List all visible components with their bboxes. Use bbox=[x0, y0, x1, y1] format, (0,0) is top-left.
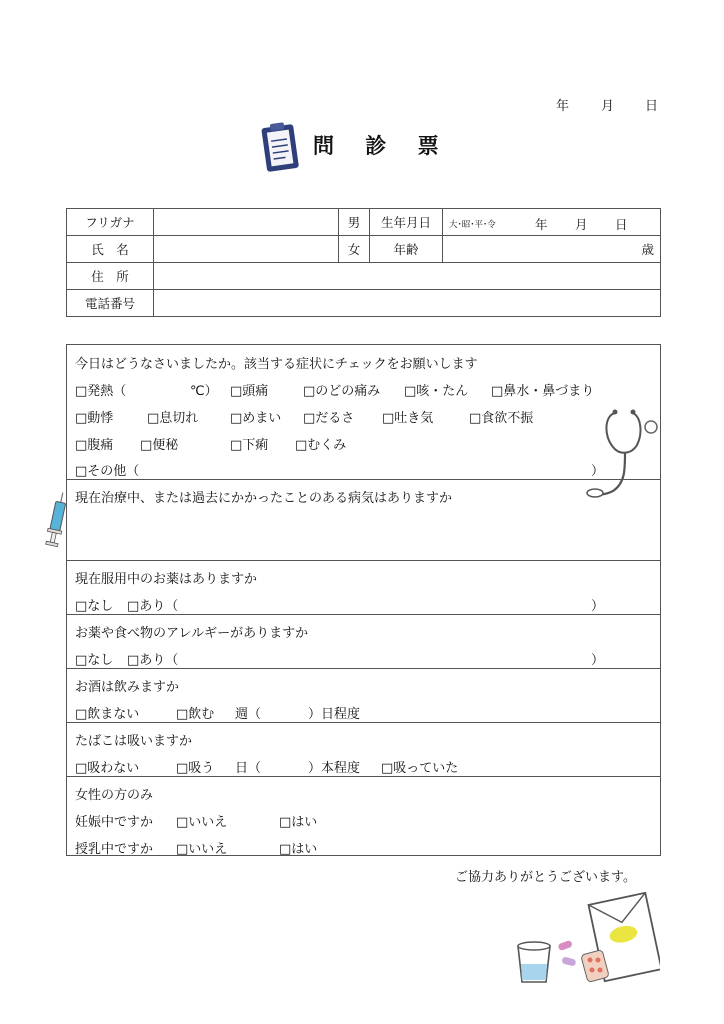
alcohol-yes-checkbox[interactable]: □飲む bbox=[176, 707, 215, 722]
q1-question: 今日はどうなさいましたか。該当する症状にチェックをお願いします bbox=[75, 357, 478, 372]
q6-section bbox=[67, 722, 660, 777]
male-option[interactable]: 男 bbox=[339, 209, 370, 236]
alcohol-frequency: ）日程度 bbox=[308, 707, 361, 722]
smoke-count: ）本程度 bbox=[308, 761, 361, 776]
clipboard-icon bbox=[258, 120, 302, 174]
q2-question: 現在治療中、または過去にかかったことのある病気はありますか bbox=[75, 491, 453, 506]
headache-checkbox[interactable]: □頭痛 bbox=[230, 384, 269, 399]
furigana-label: フリガナ bbox=[67, 209, 154, 236]
birth-day-label: 日 bbox=[615, 217, 628, 232]
phone-label: 電話番号 bbox=[67, 290, 154, 317]
smoke-no-checkbox[interactable]: □吸わない bbox=[75, 761, 140, 776]
allergy-yes-checkbox[interactable]: □あり（ bbox=[127, 653, 179, 668]
nursing-label: 授乳中ですか bbox=[75, 842, 154, 857]
q3-question: 現在服用中のお薬はありますか bbox=[75, 572, 258, 587]
pregnant-yes-checkbox[interactable]: □はい bbox=[279, 815, 318, 830]
medication-yes-checkbox[interactable]: □あり（ bbox=[127, 599, 179, 614]
allergy-none-checkbox[interactable]: □なし bbox=[75, 653, 114, 668]
pregnant-label: 妊娠中ですか bbox=[75, 815, 154, 830]
birth-year-label: 年 bbox=[535, 217, 548, 232]
q6-question: たばこは吸いますか bbox=[75, 734, 193, 749]
phone-field[interactable] bbox=[154, 290, 661, 317]
q3-section bbox=[67, 560, 660, 615]
alcohol-per-week: 週（ bbox=[235, 707, 262, 722]
address-field[interactable] bbox=[154, 263, 661, 290]
other-checkbox[interactable]: □その他（ bbox=[75, 464, 140, 479]
era-options: 大･昭･平･令 bbox=[449, 219, 496, 230]
page-title: 問 診 票 bbox=[313, 134, 451, 158]
q5-section bbox=[67, 668, 660, 723]
palpitation-checkbox[interactable]: □動悸 bbox=[75, 411, 114, 426]
smoke-past-checkbox[interactable]: □吸っていた bbox=[381, 761, 459, 776]
birthdate-field[interactable] bbox=[443, 209, 661, 236]
q5-question: お酒は飲みますか bbox=[75, 680, 180, 695]
nursing-no-checkbox[interactable]: □いいえ bbox=[176, 842, 228, 857]
q4-section bbox=[67, 614, 660, 669]
nursing-yes-checkbox[interactable]: □はい bbox=[279, 842, 318, 857]
stomachache-checkbox[interactable]: □腹痛 bbox=[75, 438, 114, 453]
fever-checkbox[interactable]: □発熱（ bbox=[75, 384, 127, 399]
other-close-paren: ） bbox=[591, 464, 605, 479]
medication-close-paren: ） bbox=[591, 599, 605, 614]
female-option[interactable]: 女 bbox=[339, 236, 370, 263]
q7-section bbox=[67, 776, 660, 856]
date-day-label: 日 bbox=[645, 99, 659, 114]
birth-month-label: 月 bbox=[575, 217, 588, 232]
allergy-close-paren: ） bbox=[591, 653, 605, 668]
syringe-icon bbox=[44, 490, 70, 550]
q2-section[interactable] bbox=[67, 479, 660, 561]
breath-checkbox[interactable]: □息切れ bbox=[147, 411, 199, 426]
diarrhea-checkbox[interactable]: □下痢 bbox=[230, 438, 269, 453]
name-field[interactable] bbox=[154, 236, 339, 263]
age-unit: 歳 bbox=[641, 242, 654, 257]
q4-question: お薬や食べ物のアレルギーがありますか bbox=[75, 626, 309, 641]
smoke-per-day: 日（ bbox=[235, 761, 262, 776]
alcohol-no-checkbox[interactable]: □飲まない bbox=[75, 707, 140, 722]
sore-throat-checkbox[interactable]: □のどの痛み bbox=[303, 384, 381, 399]
fatigue-checkbox[interactable]: □だるさ bbox=[303, 411, 355, 426]
furigana-field[interactable] bbox=[154, 209, 339, 236]
nasal-checkbox[interactable]: □鼻水・鼻づまり bbox=[491, 384, 595, 399]
smoke-yes-checkbox[interactable]: □吸う bbox=[176, 761, 215, 776]
name-label: 氏 名 bbox=[67, 236, 154, 263]
stethoscope-icon bbox=[585, 405, 665, 505]
date-month-label: 月 bbox=[601, 99, 615, 114]
medication-none-checkbox[interactable]: □なし bbox=[75, 599, 114, 614]
fever-unit: ℃） bbox=[190, 384, 218, 399]
age-field[interactable] bbox=[443, 236, 661, 263]
thanks-message: ご協力ありがとうございます。 bbox=[455, 870, 636, 885]
nausea-checkbox[interactable]: □吐き気 bbox=[382, 411, 434, 426]
birthdate-label: 生年月日 bbox=[370, 209, 443, 236]
patient-info-table bbox=[66, 208, 661, 317]
cough-checkbox[interactable]: □咳・たん bbox=[404, 384, 469, 399]
address-label: 住 所 bbox=[67, 263, 154, 290]
questionnaire bbox=[66, 344, 661, 856]
medicine-icon bbox=[510, 892, 660, 988]
date-year-label: 年 bbox=[556, 99, 570, 114]
swelling-checkbox[interactable]: □むくみ bbox=[295, 438, 347, 453]
dizzy-checkbox[interactable]: □めまい bbox=[230, 411, 282, 426]
appetite-checkbox[interactable]: □食欲不振 bbox=[469, 411, 534, 426]
constipation-checkbox[interactable]: □便秘 bbox=[140, 438, 179, 453]
pregnant-no-checkbox[interactable]: □いいえ bbox=[176, 815, 228, 830]
q7-question: 女性の方のみ bbox=[75, 788, 154, 803]
age-label: 年齢 bbox=[370, 236, 443, 263]
